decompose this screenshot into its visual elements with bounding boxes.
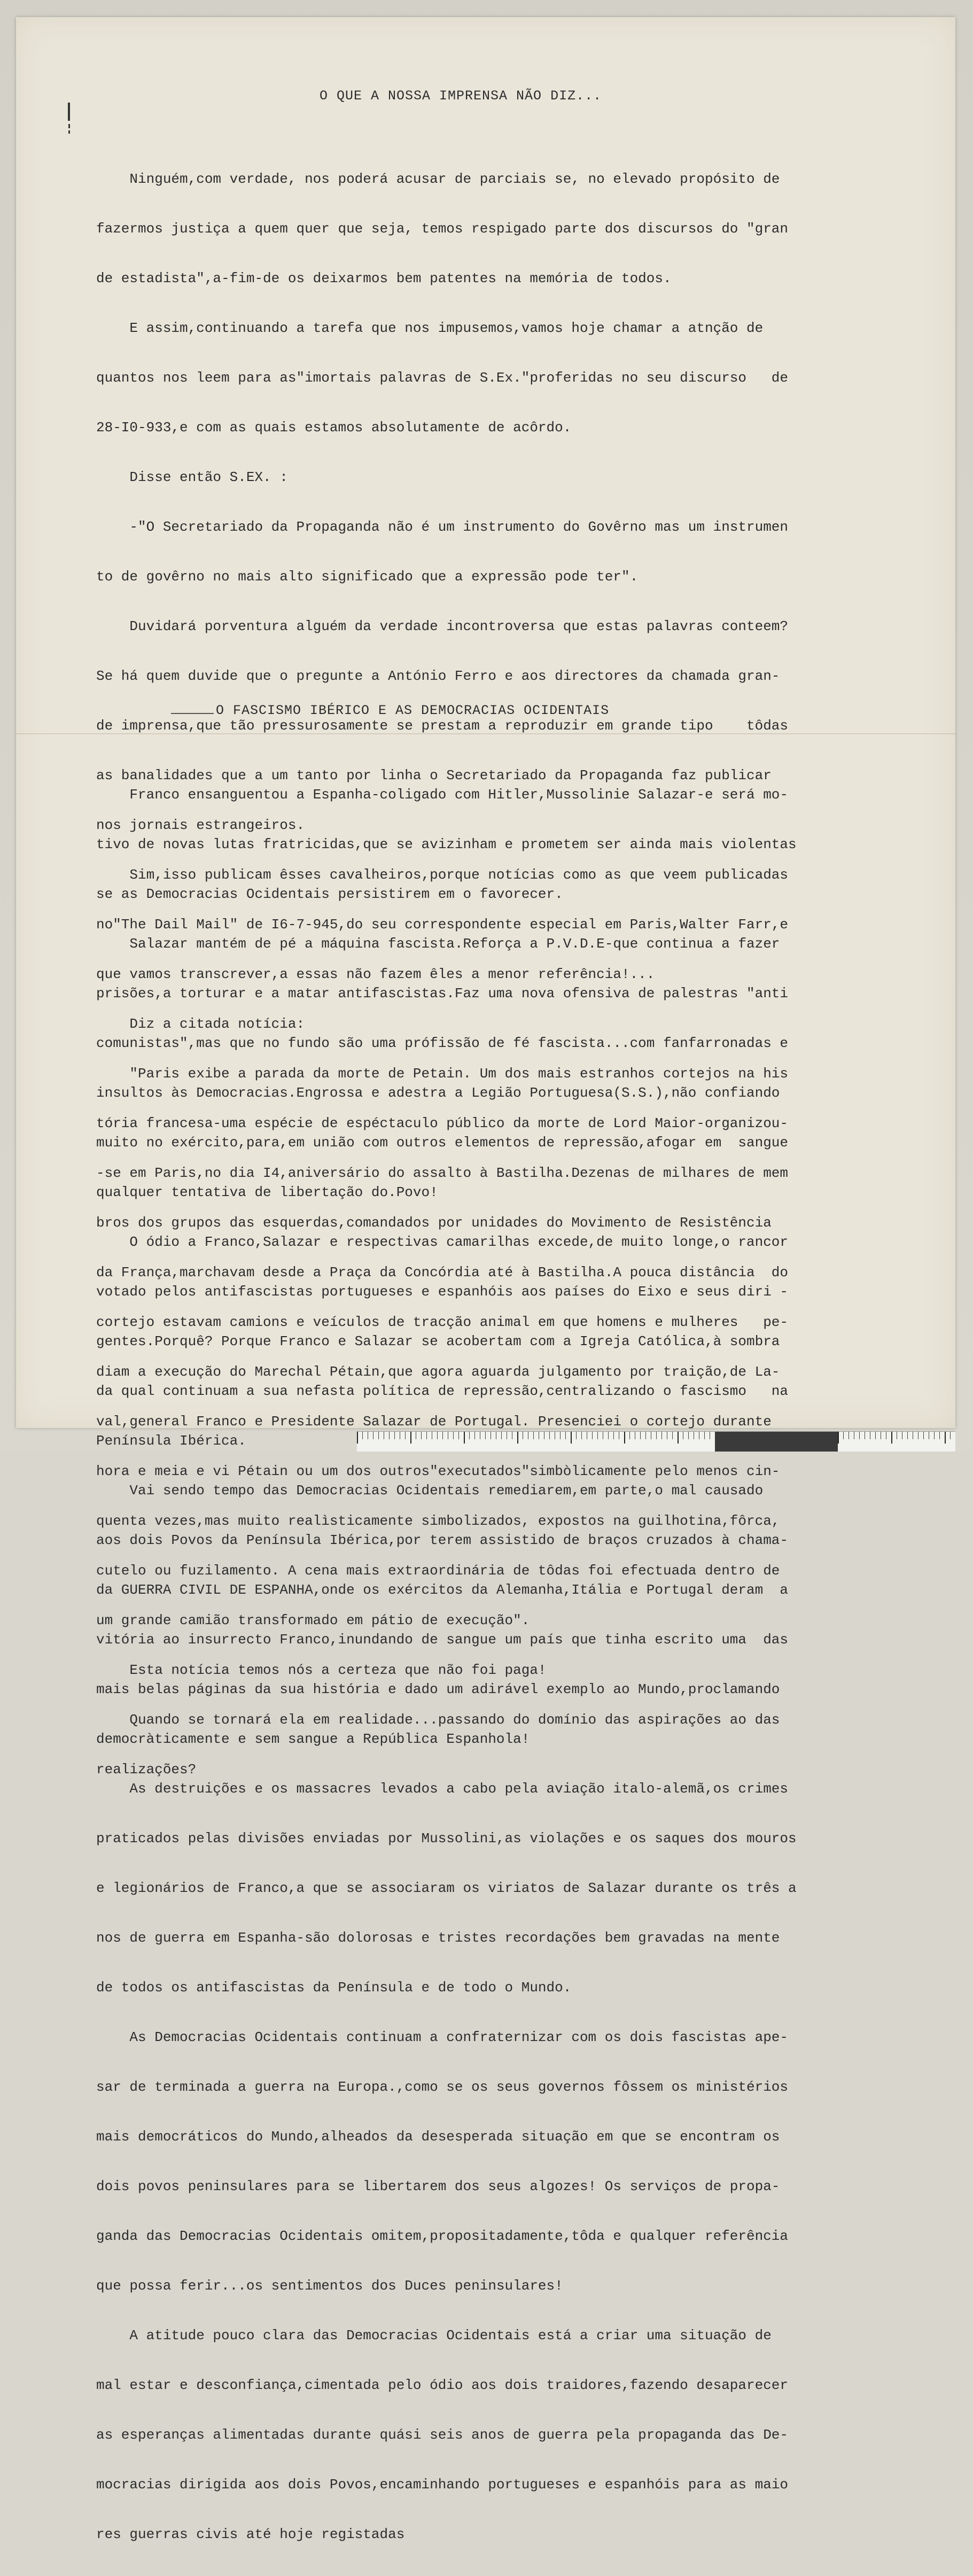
text-line: "Paris exibe a parada da morte de Petain. Um dos mais estranhos cortejos na his <box>96 1066 789 1082</box>
text-line: de todos os antifascistas da Península e de todo o Mundo. <box>96 1980 572 1996</box>
text-line: tivo de novas lutas fratricidas,que se avizinham e prometem ser ainda mais violentas <box>96 836 797 852</box>
text-line: realizações? <box>96 1762 197 1778</box>
text-line: cutelo ou fuzilamento. A cena mais extraordinária de tôdas foi efectuada dentro de <box>96 1563 780 1579</box>
text-line: Franco ensanguentou a Espanha-coligado com Hitler,Mussolinie Salazar-e será mo- <box>96 787 789 803</box>
text-line: de estadista",a-fim-de os deixarmos bem patentes na memória de todos. <box>96 270 672 286</box>
text-line: praticados pelas divisões enviadas por Mussolini,as violações e os saques dos mouros <box>96 1830 797 1846</box>
typewritten-page <box>16 17 955 2542</box>
text-line: As destruições e os massacres levados a cabo pela aviação italo-alemã,os crimes <box>96 1781 789 1797</box>
text-line: diam a execução do Marechal Pétain,que agora aguarda julgamento por traição,de La- <box>96 1364 780 1380</box>
text-line: -se em Paris,no dia I4,aniversário do assalto à Bastilha.Dezenas de milhares de mem <box>96 1165 789 1181</box>
text-line: to de govêrno no mais alto significado que a expressão pode ter". <box>96 569 639 585</box>
text-line: de imprensa,que tão pressurosamente se prestam a reproduzir em grande tipo tôdas <box>96 718 789 734</box>
text-line: no"The Dail Mail" de I6-7-945,do seu correspondente especial em Paris,Walter Farr,e <box>96 917 789 933</box>
text-line: As Democracias Ocidentais continuam a confraternizar com os dois fascistas ape- <box>96 2029 789 2045</box>
text-line: -"O Secretariado da Propaganda não é um instrumento do Govêrno mas um instrumen <box>96 519 789 535</box>
text-line: bros dos grupos das esquerdas,comandados por unidades do Movimento de Resistência <box>96 1215 772 1231</box>
text-line: um grande camião transformado em pátio de execução". <box>96 1612 530 1628</box>
text-line: prisões,a torturar e a matar antifascistas.Faz uma nova ofensiva de palestras "anti <box>96 986 789 1002</box>
section-fascismo-text <box>96 754 871 2576</box>
text-line: ganda das Democracias Ocidentais omitem,propositadamente,tôda e qualquer referência <box>96 2228 789 2244</box>
margin-pen-mark <box>67 103 71 140</box>
text-line: da GUERRA CIVIL DE ESPANHA,onde os exércitos da Alemanha,Itália e Portugal deram a <box>96 1582 789 1598</box>
text-line: que vamos transcrever,a essas não fazem êles a menor referência!... <box>96 966 655 982</box>
text-line: Quando se tornará ela em realidade...passando do domínio das aspirações ao das <box>96 1712 780 1728</box>
text-line: Sim,isso publicam êsses cavalheiros,porque notícias como as que veem publicadas <box>96 867 789 883</box>
text-line: Duvidará porventura alguém da verdade incontroversa que estas palavras conteem? <box>96 618 789 634</box>
text-line: mal estar e desconfiança,cimentada pelo ódio aos dois traidores,fazendo desaparecer <box>96 2377 789 2393</box>
text-line: que possa ferir...os sentimentos dos Duces peninsulares! <box>96 2278 563 2294</box>
text-line: Vai sendo tempo das Democracias Ocidentais remediarem,em parte,o mal causado <box>96 1483 764 1499</box>
text-line: comunistas",mas que no fundo são uma prófissão de fé fascista...com fanfarronadas e <box>96 1035 789 1051</box>
text-line: e legionários de Franco,a que se associaram os viriatos de Salazar durante os três a <box>96 1880 797 1896</box>
text-line: mocracias dirigida aos dois Povos,encaminhando portugueses e espanhóis para as maio <box>96 2477 789 2493</box>
text-line: nos jornais estrangeiros. <box>96 817 305 833</box>
text-line: fazermos justiça a quem quer que seja, temos respigado parte dos discursos do "gran <box>96 221 789 237</box>
ruler-dark-segment <box>715 1432 838 1452</box>
text-line: A atitude pouco clara das Democracias Ocidentais está a criar uma situação de <box>96 2327 772 2344</box>
text-line: Esta notícia temos nós a certeza que não foi paga! <box>96 1662 547 1678</box>
ruler-major-ticks <box>357 1432 955 1444</box>
text-line: Se há quem duvide que o pregunte a António Ferro e aos directores da chamada gran- <box>96 668 780 684</box>
text-line: O ódio a Franco,Salazar e respectivas camarilhas excede,de muito longe,o rancor <box>96 1234 789 1250</box>
text-line: val,general Franco e Presidente Salazar de Portugal. Presenciei o cortejo durante <box>96 1414 772 1430</box>
text-line: as banalidades que a um tanto por linha o Secretariado da Propaganda faz publicar <box>96 767 772 783</box>
text-line: E assim,continuando a tarefa que nos impusemos,vamos hoje chamar a atnção de <box>96 320 764 336</box>
text-line: muito no exército,para,em união com outros elementos de repressão,afogar em sangue <box>96 1135 789 1151</box>
text-line: 28-I0-933,e com as quais estamos absolutamente de acôrdo. <box>96 420 572 436</box>
text-line: da França,marchavam desde a Praça da Concórdia até à Bastilha.A pouca distância do <box>96 1264 789 1281</box>
text-line: Disse então S.EX. : <box>96 469 288 485</box>
text-line: quantos nos leem para as"imortais palavras de S.Ex."proferidas no seu discurso de <box>96 370 789 386</box>
text-line: mais democráticos do Mundo,alheados da desesperada situação em que se encontram os <box>96 2129 780 2145</box>
text-line: vitória ao insurrecto Franco,inundando de sangue um país que tinha escrito uma das <box>96 1632 789 1648</box>
text-line: insultos às Democracias.Engrossa e adestra a Legião Portuguesa(S.S.),não confiando <box>96 1085 780 1101</box>
text-line: se as Democracias Ocidentais persistirem em o favorecer. <box>96 886 563 902</box>
text-line: Salazar mantém de pé a máquina fascista.Reforça a P.V.D.E-que continua a fazer <box>96 936 780 952</box>
text-line: votado pelos antifascistas portugueses e espanhóis aos países do Eixo e seus diri - <box>96 1284 789 1300</box>
text-line: tória francesa-uma espécie de espéctaculo público da morte de Lord Maior-organizou- <box>96 1115 789 1131</box>
text-line: res guerras civis até hoje registadas <box>96 2526 405 2542</box>
text-line: hora e meia e vi Pétain ou um dos outros"executados"simbòlicamente pelo menos cin- <box>96 1463 780 1479</box>
text-line: Península Ibérica. <box>96 1433 246 1449</box>
text-line: cortejo estavam camions e veículos de tracção animal em que homens e mulheres pe- <box>96 1314 789 1330</box>
text-line: mais belas páginas da sua história e dado um adirável exemplo ao Mundo,proclamando <box>96 1681 780 1697</box>
text-line: qualquer tentativa de libertação do.Povo! <box>96 1184 438 1200</box>
text-line: dois povos peninsulares para se libertarem dos seus algozes! Os serviços de propa- <box>96 2178 780 2194</box>
heading-fascismo-iberico: O FASCISMO IBÉRICO E AS DEMOCRACIAS OCIDENTAIS <box>216 703 610 718</box>
text-line: sar de terminada a guerra na Europa.,como se os seus governos fôssem os ministérios <box>96 2079 789 2095</box>
text-line: democràticamente e sem sangue a República Espanhola! <box>96 1731 530 1747</box>
text-line: gentes.Porquê? Porque Franco e Salazar se acobertam com a Igreja Católica,à sombra <box>96 1333 780 1349</box>
scale-ruler <box>357 1431 955 1452</box>
text-line: da qual continuam a sua nefasta política de repressão,centralizando o fascismo na <box>96 1383 789 1399</box>
text-line: quenta vezes,mas muito realìsticamente simbolizados, expostos na guilhotina,fôrca, <box>96 1513 780 1529</box>
text-line: nos de guerra em Espanha-são dolorosas e tristes recordações bem gravadas na mente <box>96 1930 780 1946</box>
text-line: as esperanças alimentadas durante quási seis anos de guerra pela propaganda das De- <box>96 2427 789 2443</box>
heading-underline <box>171 713 214 714</box>
text-line: aos dois Povos da Península Ibérica,por terem assistido de braços cruzados à chama- <box>96 1532 789 1548</box>
heading-imprensa: O QUE A NOSSA IMPRENSA NÃO DIZ... <box>320 88 602 104</box>
text-line: Ninguém,com verdade, nos poderá acusar de parciais se, no elevado propósito de <box>96 171 780 187</box>
text-line: Diz a citada notícia: <box>96 1016 305 1032</box>
